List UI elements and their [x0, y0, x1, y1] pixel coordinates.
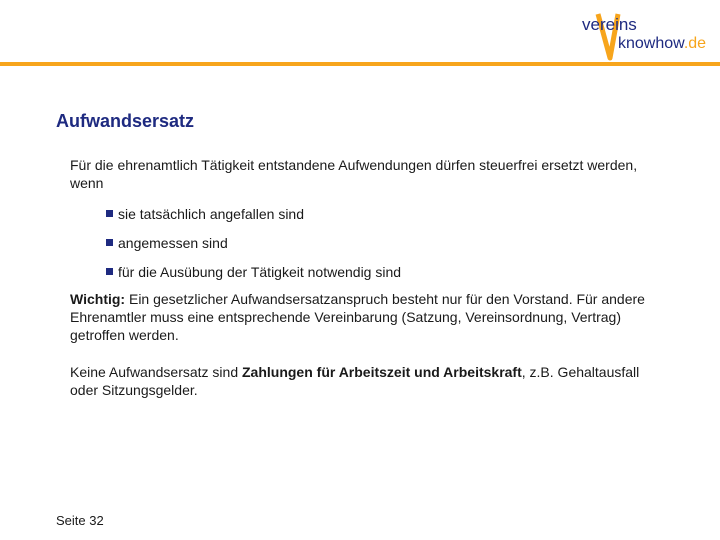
page-number: Seite 32: [56, 513, 104, 528]
header-accent-bar: [0, 62, 720, 66]
bullet-text: sie tatsächlich angefallen sind: [118, 206, 305, 222]
exclusion-text-after: , z.B. Gehaltausfall oder Sitzungsgelder.: [70, 364, 640, 398]
exclusion-emphasis: Zahlungen für Arbeitszeit und Arbeitskraft: [242, 364, 522, 380]
logo-graphic: [576, 10, 707, 60]
bullet-text: für die Ausübung der Tätigkeit notwendig sind: [118, 264, 402, 280]
bullet-square-icon: [106, 239, 113, 246]
bullet-square-icon: [106, 268, 113, 275]
exclusion-text-before: Keine Aufwandsersatz sind: [70, 364, 242, 380]
intro-text: Für die ehrenamtlich Tätigkeit entstandene Aufwendungen dürfen steuerfrei ersetzt werden, wenn: [70, 157, 638, 191]
reimbursement-exclusion-note: [70, 363, 670, 399]
bullet-text: angemessen sind: [118, 235, 228, 251]
logo-line1: vereins: [582, 15, 637, 34]
slide-title: Aufwandsersatz: [56, 111, 195, 131]
svg-text:knowhow.de: [618, 35, 706, 52]
bullet-item: [106, 205, 304, 223]
important-note: [70, 290, 670, 344]
note-label: Wichtig:: [70, 291, 126, 307]
bullet-item: [106, 263, 401, 281]
logo-line2: knowhow: [618, 35, 684, 52]
note-text: Ein gesetzlicher Aufwandsersatzanspruch besteht nur für den Vorstand. Für andere Ehrenamtler muss eine entsprechende Vereinbarung (Satzung, Vereinsordnung, Vertrag) getroffen werden.: [70, 291, 645, 343]
logo-suffix: .de: [683, 35, 707, 52]
vereins-knowhow-logo: [576, 10, 707, 60]
bullet-item: [106, 234, 228, 252]
bullet-square-icon: [106, 210, 113, 217]
